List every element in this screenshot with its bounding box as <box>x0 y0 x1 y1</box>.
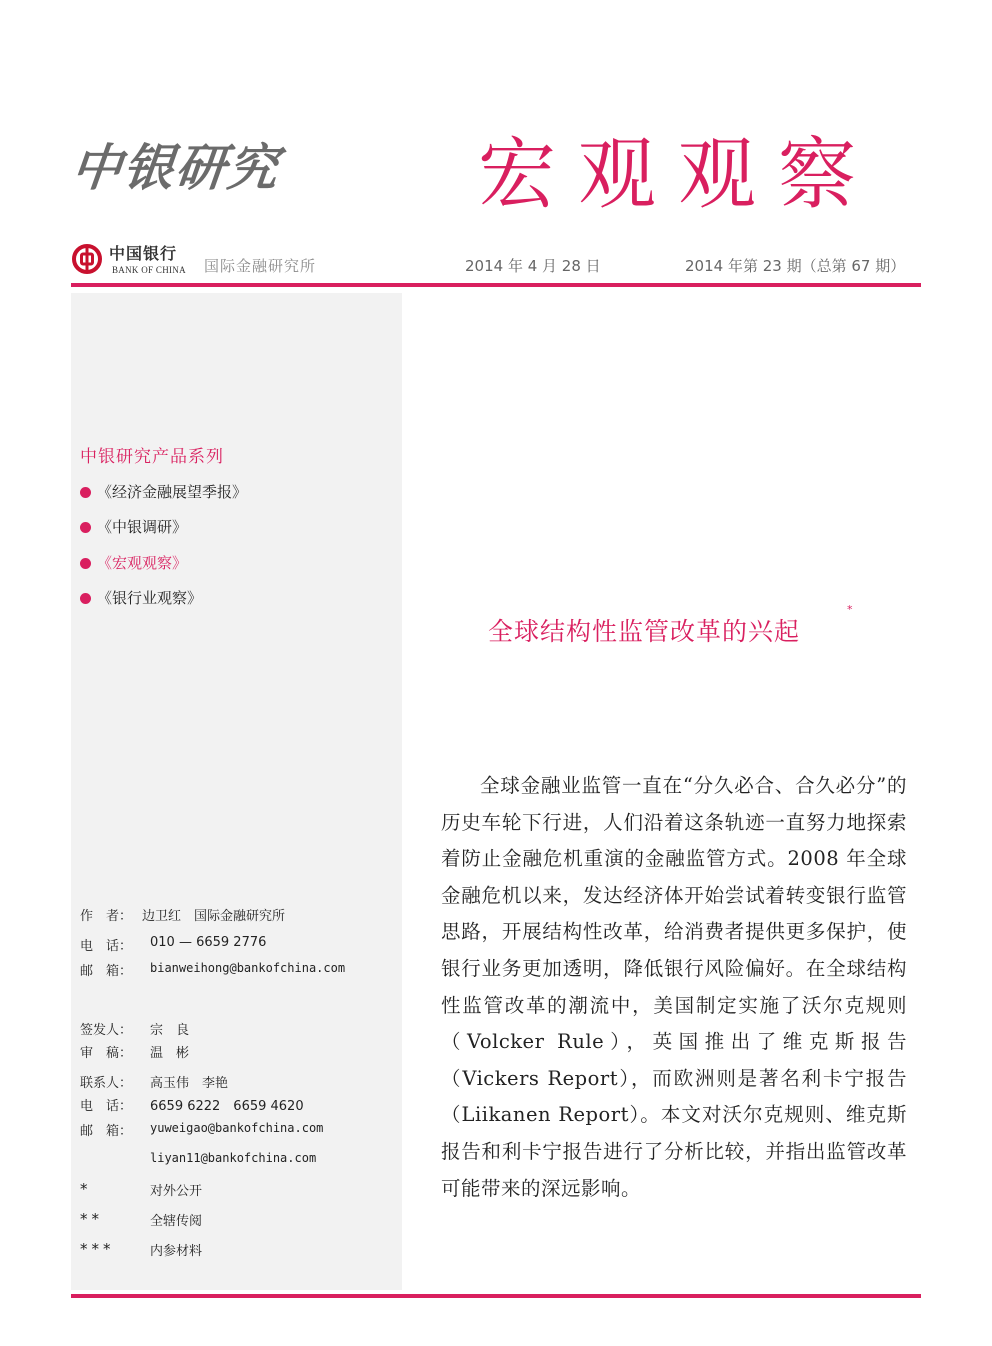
legend-mark: ** <box>80 1210 103 1228</box>
institute-name: 国际金融研究所 <box>204 257 317 275</box>
legend-mark: * <box>80 1180 88 1198</box>
author-email-label: 邮 箱： <box>80 964 133 979</box>
footnote-mark: * <box>847 603 853 616</box>
series-item: 《中银调研》 <box>80 516 187 537</box>
brand-logo-text: 中银研究 <box>68 138 283 197</box>
author-value: 边卫红 国际金融研究所 <box>142 909 286 924</box>
contact-label: 联系人： <box>80 1076 133 1091</box>
signer-label: 签发人： <box>80 1023 133 1038</box>
author-label: 作 者： <box>80 909 133 924</box>
signer-value: 宗 良 <box>150 1023 190 1038</box>
reviewer-label: 审 稿： <box>80 1046 133 1061</box>
author-email-value: bianweihong@bankofchina.com <box>150 961 346 975</box>
author-phone-label: 电 话： <box>80 939 133 954</box>
contact-value: 高玉伟 李艳 <box>150 1076 229 1091</box>
reviewer-value: 温 彬 <box>150 1046 190 1061</box>
bullet-dot-icon <box>80 593 91 604</box>
legend-label: 内参材料 <box>150 1244 203 1259</box>
series-title: 中银研究产品系列 <box>80 447 224 467</box>
series-item: 《经济金融展望季报》 <box>80 481 247 502</box>
author-phone-value: 010 — 6659 2776 <box>150 935 267 950</box>
legend-label: 对外公开 <box>150 1184 203 1199</box>
contact-email-label: 邮 箱： <box>80 1124 133 1139</box>
article-abstract: 全球金融业监管一直在“分久必合、合久必分”的历史车轮下行进，人们沿着这条轨迹一直努力地探索着防止金融危机重演的金融监管方式。2008 年全球金融危机以来，发达经济体开始尝试着转变银行监管思路，开展结构性改革，给消费者提供更多保护，使银行业务更加透明，降低银行风险偏好。在全球结构性监管改革的潮流中，美国制定实施了沃尔克规则（Volcker Rule），英国推出了维克斯报告（Vickers Report），而欧洲则是著名利卡宁报告（Liikanen Report）。本文对沃尔克规则、维克斯报告和利卡宁报告进行了分析比较，并指出监管改革可能带来的深远影响。 <box>441 774 907 1200</box>
legend-mark: *** <box>80 1240 115 1258</box>
contact-phone-value: 6659 6222 6659 4620 <box>150 1099 304 1114</box>
contact-phone-label: 电 话： <box>80 1099 133 1114</box>
series-item-active: 《宏观观察》 <box>80 552 187 573</box>
header-divider <box>71 283 921 287</box>
article-title: 全球结构性监管改革的兴起 <box>488 617 801 646</box>
contact-email-value: liyan11@bankofchina.com <box>150 1151 317 1165</box>
bank-name-cn: 中国银行 <box>109 244 178 263</box>
issue-number: 2014 年第 23 期（总第 67 期） <box>685 257 906 275</box>
bullet-dot-icon <box>80 487 91 498</box>
footer-divider <box>71 1294 921 1298</box>
publish-date: 2014 年 4 月 28 日 <box>465 257 601 275</box>
bullet-dot-icon <box>80 522 91 533</box>
legend-label: 全辖传阅 <box>150 1214 203 1229</box>
series-item: 《银行业观察》 <box>80 587 202 608</box>
bank-of-china-logo-icon <box>72 244 102 274</box>
report-title: 宏观观察 <box>478 130 879 220</box>
bank-name-en: BANK OF CHINA <box>112 265 186 275</box>
contact-email-value: yuweigao@bankofchina.com <box>150 1121 324 1135</box>
bullet-dot-icon <box>80 558 91 569</box>
